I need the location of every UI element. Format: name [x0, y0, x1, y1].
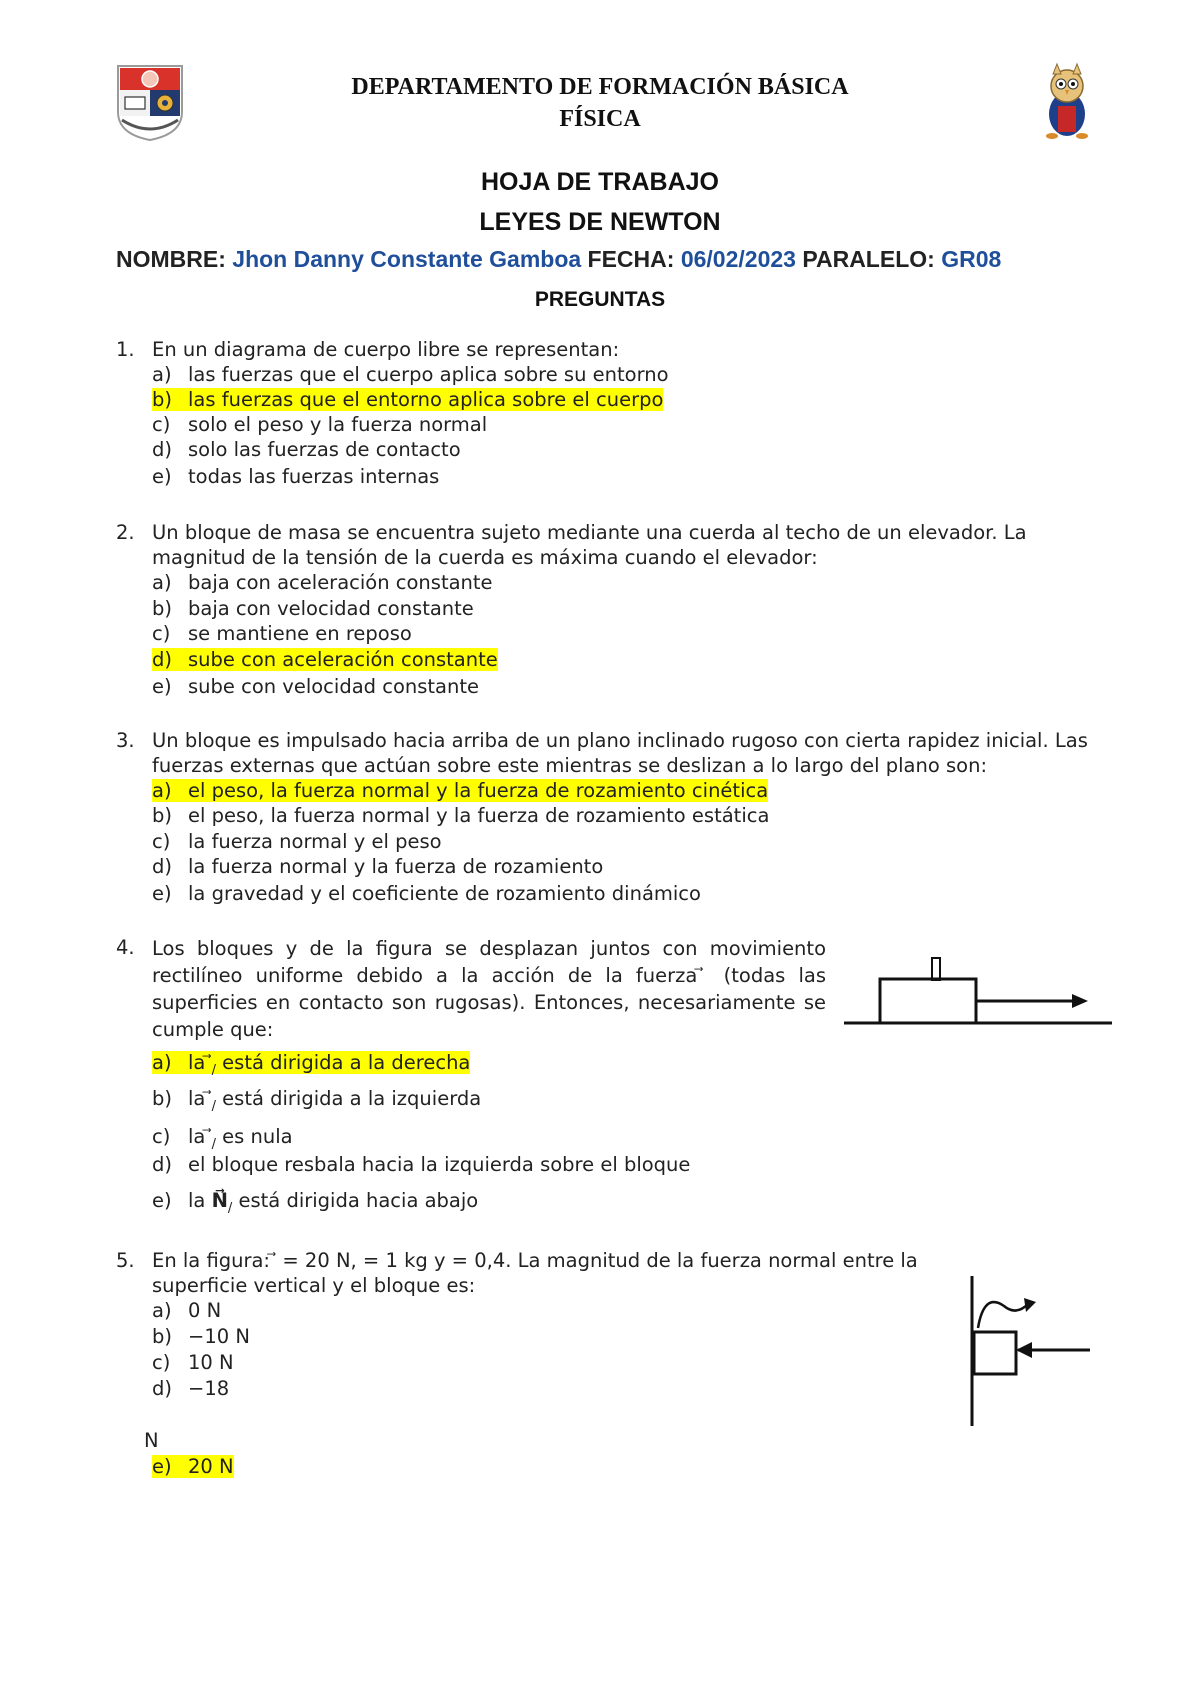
option-letter: b) — [152, 804, 172, 827]
force-subscript: / — [211, 1136, 216, 1152]
option-letter: d) — [152, 648, 172, 671]
option-letter: c) — [152, 1351, 171, 1374]
option-pre: el bloque resbala hacia la izquierda sobre el bloque — [188, 1153, 691, 1176]
option-letter: c) — [152, 413, 171, 436]
q5-option-e — [152, 1454, 234, 1479]
option-text: el peso, la fuerza normal y la fuerza de rozamiento estática — [188, 804, 770, 827]
option-letter: a) — [152, 363, 172, 386]
q1-option-c — [152, 412, 487, 437]
block-upper — [932, 958, 940, 980]
force-arrow-head — [1072, 994, 1088, 1008]
q3-option-c — [152, 829, 442, 854]
q2-option-c — [152, 621, 412, 646]
option-pre: la — [188, 1087, 212, 1110]
q5-option-c — [152, 1350, 234, 1375]
block-lower — [880, 979, 976, 1023]
force-subscript: / — [227, 1200, 233, 1216]
option-text: la fuerza normal y la fuerza de rozamiento — [188, 855, 604, 878]
option-pre: la — [188, 1051, 212, 1074]
q5-option-d — [152, 1376, 229, 1401]
option-text: la fuerza normal y el peso — [188, 830, 442, 853]
option-text: 20 N — [188, 1455, 234, 1478]
option-text: solo el peso y la fuerza normal — [188, 413, 488, 436]
block — [974, 1332, 1016, 1374]
question-number: 4. — [116, 936, 135, 959]
option-letter: a) — [152, 779, 172, 802]
name-value: Jhon Danny Constante Gamboa — [232, 246, 582, 272]
option-letter: b) — [152, 597, 172, 620]
option-text: el peso, la fuerza normal y la fuerza de rozamiento cinética — [188, 779, 769, 802]
question-1 — [116, 337, 1126, 362]
option-post: está dirigida hacia abajo — [232, 1189, 479, 1212]
question-stem: En la figura: ⃗ = 20 N, = 1 kg y = 0,4. La magnitud de la fuerza normal entre la superficie vertical y el bloque es: — [152, 1249, 918, 1297]
q5-option-b — [152, 1324, 250, 1349]
q5-wall-figure — [960, 1272, 1100, 1432]
option-letter: e) — [152, 882, 172, 905]
option-letter: d) — [152, 438, 172, 461]
name-label: NOMBRE: — [116, 246, 226, 272]
option-text: −10 N — [188, 1325, 250, 1348]
question-number: 3. — [116, 729, 135, 752]
question-stem: En un diagrama de cuerpo libre se representan: — [152, 338, 620, 361]
option-letter: b) — [152, 388, 172, 411]
q3-option-a — [152, 778, 768, 803]
worksheet-title: HOJA DE TRABAJO — [481, 168, 719, 196]
group-label: PARALELO: — [802, 246, 935, 272]
option-letter: a) — [152, 571, 172, 594]
question-number: 5. — [116, 1249, 135, 1272]
q1-option-e — [152, 464, 439, 489]
option-text: la gravedad y el coeficiente de rozamiento dinámico — [188, 882, 701, 905]
option-post: es nula — [215, 1125, 293, 1148]
option-letter: c) — [152, 1125, 171, 1148]
push-force-arrowhead — [1016, 1342, 1032, 1358]
option-letter: e) — [152, 675, 172, 698]
option-text: 0 N — [188, 1299, 222, 1322]
q2-option-d — [152, 647, 498, 672]
option-text: baja con aceleración constante — [188, 571, 493, 594]
option-pre: la — [188, 1125, 212, 1148]
option-letter: b) — [152, 1087, 172, 1110]
force-symbol: N⃗ — [211, 1189, 228, 1212]
option-text: sube con velocidad constante — [188, 675, 479, 698]
option-text: las fuerzas que el cuerpo aplica sobre su entorno — [188, 363, 669, 386]
option-text: se mantiene en reposo — [188, 622, 412, 645]
option-letter: e) — [152, 1455, 172, 1478]
force-subscript: / — [211, 1098, 216, 1114]
date-value: 06/02/2023 — [680, 246, 796, 272]
q1-option-b — [152, 387, 663, 412]
question-stem: Un bloque de masa se encuentra sujeto mediante una cuerda al techo de un elevador. La magnitud de la tensión de la cuerda es máxima cuando el elevador: — [152, 521, 1027, 569]
q3-option-d — [152, 854, 603, 879]
group-value: GR08 — [941, 246, 1002, 272]
option-text: baja con velocidad constante — [188, 597, 474, 620]
question-2 — [116, 520, 1126, 570]
q2-option-e — [152, 674, 479, 699]
section-heading: PREGUNTAS — [534, 288, 666, 311]
option-text: N — [144, 1429, 159, 1452]
option-letter: d) — [152, 855, 172, 878]
q4-option-b — [152, 1086, 481, 1119]
q2-option-b — [152, 596, 474, 621]
option-text: todas las fuerzas internas — [188, 465, 440, 488]
option-letter: e) — [152, 465, 172, 488]
q4-option-a — [152, 1050, 470, 1083]
q3-option-b — [152, 803, 769, 828]
q5-stray-unit — [144, 1428, 159, 1453]
q4-blocks-figure — [840, 928, 1120, 1040]
q1-option-a — [152, 362, 669, 387]
option-post: está dirigida a la derecha — [215, 1051, 471, 1074]
option-letter: c) — [152, 830, 171, 853]
q2-option-a — [152, 570, 493, 595]
worksheet-subtitle: LEYES DE NEWTON — [479, 208, 721, 236]
option-letter: e) — [152, 1189, 172, 1212]
option-letter: b) — [152, 1325, 172, 1348]
q1-option-d — [152, 437, 461, 462]
question-number: 2. — [116, 521, 135, 544]
option-text: solo las fuerzas de contacto — [188, 438, 461, 461]
date-label: FECHA: — [587, 246, 675, 272]
question-4 — [116, 935, 826, 1043]
q5-option-a — [152, 1298, 221, 1323]
option-letter: d) — [152, 1153, 172, 1176]
option-letter: c) — [152, 622, 171, 645]
subject-heading: FÍSICA — [559, 106, 641, 132]
department-heading: DEPARTAMENTO DE FORMACIÓN BÁSICA — [351, 74, 849, 100]
option-post: está dirigida a la izquierda — [215, 1087, 482, 1110]
question-stem: Los bloques y de la figura se desplazan juntos con movimiento rectilíneo uniforme debido a la acción de la fuerza ⃗ (todas las superficies en contacto son rugosas). Entonces, necesariamente se cumple que: — [152, 937, 826, 1041]
question-stem: Un bloque es impulsado hacia arriba de un plano inclinado rugoso con cierta rapidez inicial. Las fuerzas externas que actúan sobre este mientras se deslizan a lo largo del plano son: — [152, 729, 1088, 777]
force-subscript: / — [211, 1062, 216, 1078]
option-text: −18 — [188, 1377, 230, 1400]
q3-option-e — [152, 881, 701, 906]
option-text: sube con aceleración constante — [188, 648, 498, 671]
option-text: 10 N — [188, 1351, 234, 1374]
curved-arrowhead — [1024, 1298, 1036, 1312]
option-letter: d) — [152, 1377, 172, 1400]
question-3 — [116, 728, 1126, 778]
curved-arrow — [978, 1302, 1028, 1328]
q4-option-e — [152, 1188, 478, 1221]
option-pre: la — [188, 1189, 212, 1212]
option-letter: a) — [152, 1299, 172, 1322]
q4-option-d — [152, 1152, 690, 1177]
option-letter: a) — [152, 1051, 172, 1074]
option-text: las fuerzas que el entorno aplica sobre el cuerpo — [188, 388, 664, 411]
student-info-line — [116, 246, 1001, 273]
question-number: 1. — [116, 338, 135, 361]
